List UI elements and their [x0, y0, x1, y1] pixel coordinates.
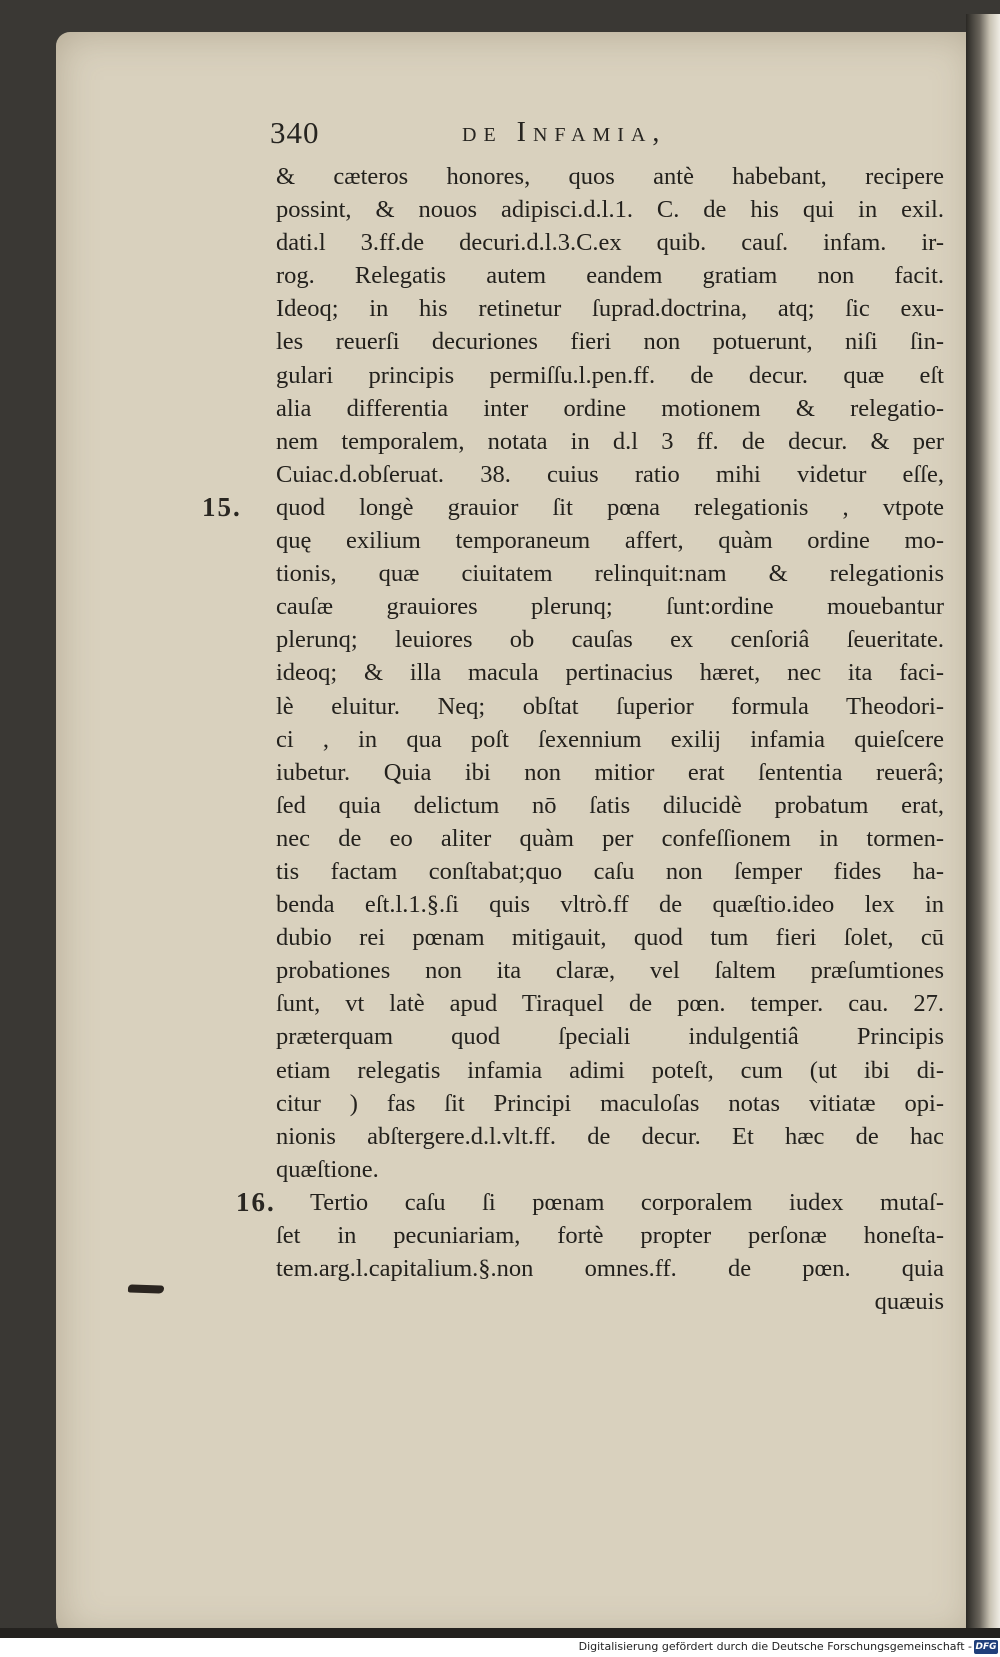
- text-line: [276, 193, 944, 226]
- text-line-content: cauſæ grauiores plerunq; ſunt:ordine mouebantur: [276, 593, 944, 621]
- text-line-content: gulari principis permiſſu.l.pen.ff. de decur. quæ eſt: [276, 361, 944, 389]
- text-line: [236, 1186, 944, 1219]
- text-line-content: citur ) fas ſit Principi maculoſas notas vitiatæ opi-: [276, 1089, 944, 1117]
- text-line-content: Ideoq; in his retinetur ſuprad.doctrina, atq; ſic exu-: [276, 295, 944, 323]
- text-line: [276, 921, 944, 954]
- text-line-content: les reuerſi decuriones fieri non potuerunt, niſi ſin-: [276, 328, 944, 356]
- text-line-content: rog. Relegatis autem eandem gratiam non facit.: [276, 262, 944, 290]
- text-line: [276, 325, 944, 358]
- text-line-content: possint, & nouos adipisci.d.l.1. C. de his qui in exil.: [276, 196, 944, 224]
- text-line-content: nem temporalem, notata in d.l 3 ff. de decur. & per: [276, 427, 944, 455]
- text-line: [276, 656, 944, 689]
- text-line-content: ſet in pecuniariam, fortè propter perſonæ honeſta-: [276, 1222, 944, 1249]
- text-line-content: quæſtione.: [276, 1155, 379, 1183]
- text-line-content: ci , in qua poſt ſexennium exilij infamia quieſcere: [276, 725, 944, 753]
- margin-number: 16.: [236, 1186, 276, 1217]
- text-line: [276, 822, 944, 855]
- footer-credit: Digitalisierung gefördert durch die Deutsche Forschungsgemeinschaft -: [578, 1640, 972, 1653]
- text-line-content: tem.arg.l.capitalium.§.non omnes.ff. de pœn. quia: [276, 1255, 944, 1283]
- text-line: [276, 855, 944, 888]
- text-line-content: ſed quia delictum nō ſatis dilucidè probatum erat,: [276, 791, 944, 819]
- text-line-content: tionis, quæ ciuitatem relinquit:nam & relegationis: [276, 560, 944, 588]
- text-line-content: quę exilium temporaneum affert, quàm ordine mo-: [276, 527, 944, 555]
- text-line: [276, 954, 944, 987]
- text-line-content: ſunt, vt latè apud Tiraquel de pœn. temper. cau. 27.: [276, 990, 944, 1018]
- text-line-content: Cuiac.d.obſeruat. 38. cuius ratio mihi videtur eſſe,: [276, 460, 944, 488]
- text-line-content: etiam relegatis infamia adimi poteſt, cum (ut ibi di-: [276, 1056, 944, 1084]
- text-line: [276, 259, 944, 292]
- text-line: [276, 1120, 944, 1153]
- book-edge: [966, 14, 1000, 1646]
- text-line-content: iubetur. Quia ibi non mitior erat ſententia reuerâ;: [276, 758, 944, 786]
- text-line: [276, 987, 944, 1020]
- text-line: [276, 789, 944, 822]
- text-line-content: præterquam quod ſpeciali indulgentiâ Principis: [276, 1023, 944, 1051]
- text-line: [276, 292, 944, 325]
- text-line-content: dati.l 3.ff.de decuri.d.l.3.C.ex quib. cauſ. infam. ir-: [276, 229, 944, 257]
- text-line: [276, 690, 944, 723]
- page-header: [270, 115, 796, 155]
- margin-number: 15.: [202, 491, 242, 522]
- text-line-content: alia differentia inter ordine motionem & relegatio-: [276, 394, 944, 422]
- page-number: 340: [270, 115, 320, 150]
- text-line: [276, 1285, 944, 1318]
- dfg-logo: DFG: [975, 1642, 997, 1652]
- text-line: [276, 1153, 944, 1186]
- body-text: [202, 160, 944, 1318]
- text-line-content: nec de eo aliter quàm per confeſſionem in tormen-: [276, 824, 944, 852]
- text-line: [276, 1219, 944, 1252]
- running-title: de Infamia,: [462, 117, 667, 148]
- text-line: [276, 524, 944, 557]
- text-line-content: quæuis: [874, 1288, 944, 1316]
- text-line: [276, 1020, 944, 1053]
- text-line-content: nionis abſtergere.d.l.vlt.ff. de decur. Et hæc de hac: [276, 1122, 944, 1150]
- text-line: [276, 392, 944, 425]
- ink-mark: [128, 1284, 164, 1293]
- text-line: [276, 557, 944, 590]
- text-line-content: dubio rei pœnam mitigauit, quod tum fieri ſolet, cū: [276, 924, 944, 952]
- text-line: [276, 756, 944, 789]
- text-line: [276, 458, 944, 491]
- text-line: [276, 590, 944, 623]
- text-line: [276, 160, 944, 193]
- text-line-content: Tertio caſu ſi pœnam corporalem iudex mutaſ-: [310, 1188, 944, 1216]
- text-line-content: probationes non ita claræ, vel ſaltem præſumtiones: [276, 957, 944, 985]
- text-line-content: benda eſt.l.1.§.ſi quis vltrò.ff de quæſtio.ideo lex in: [276, 891, 944, 919]
- text-line: [276, 425, 944, 458]
- text-line: [276, 1087, 944, 1120]
- text-line-content: & cæteros honores, quos antè habebant, recipere: [276, 163, 944, 190]
- text-line-content: quod longè grauior ſit pœna relegationis , vtpote: [276, 493, 944, 521]
- text-line: [276, 888, 944, 921]
- text-line: [276, 723, 944, 756]
- text-line: [276, 359, 944, 392]
- text-line-content: plerunq; leuiores ob cauſas ex cenſoriâ ſeueritate.: [276, 626, 944, 654]
- text-line: [276, 623, 944, 656]
- text-line: [276, 1252, 944, 1285]
- text-line: [276, 226, 944, 259]
- text-line-content: ideoq; & illa macula pertinacius hæret, nec ita faci-: [276, 659, 944, 687]
- text-line-content: lè eluitur. Neq; obſtat ſuperior formula Theodori-: [276, 692, 944, 720]
- text-line: [202, 491, 944, 524]
- text-line: [276, 1054, 944, 1087]
- text-line-content: tis factam conſtabat;quo caſu non ſemper fides ha-: [276, 857, 944, 885]
